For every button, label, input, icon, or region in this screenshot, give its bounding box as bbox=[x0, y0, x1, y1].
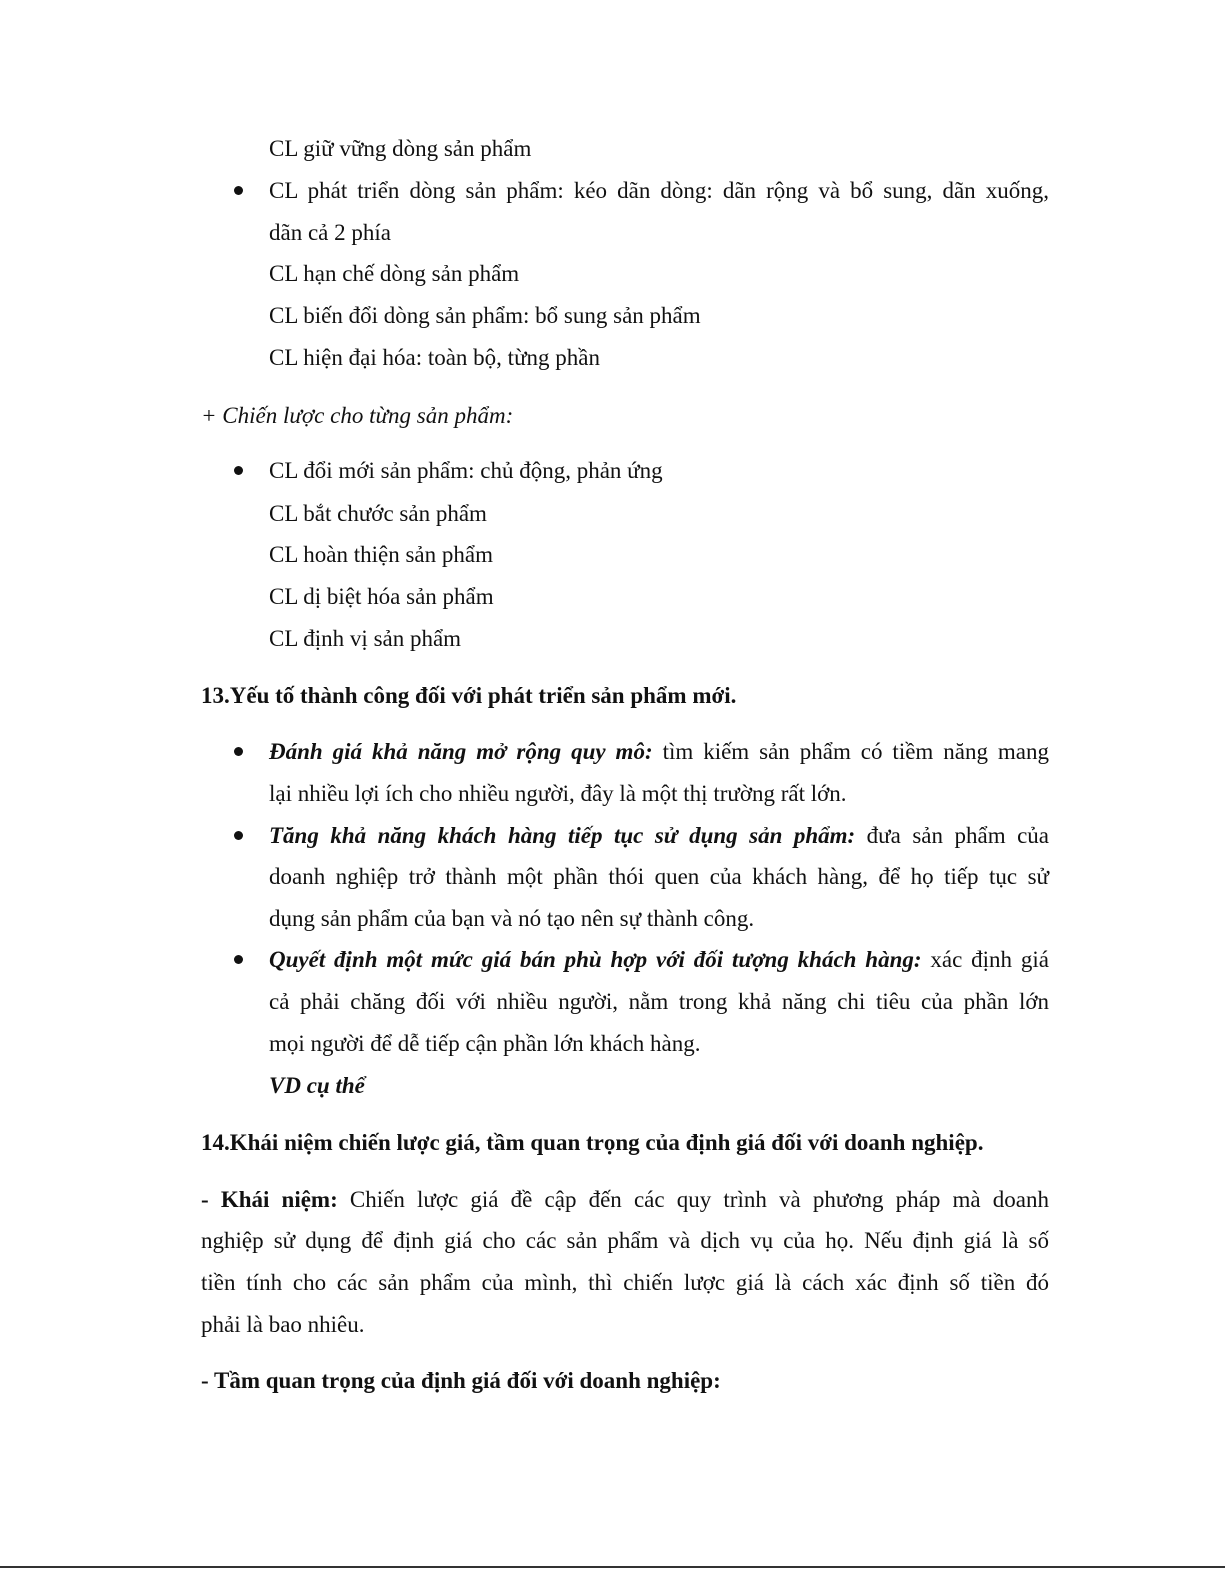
strategy-differentiate: CL dị biệt hóa sản phẩm bbox=[269, 584, 494, 609]
concept-line2: nghiệp sử dụng để định giá cho các sản phẩm và dịch vụ của họ. Nếu định giá là số bbox=[201, 1228, 1049, 1253]
item3-text: xác định giá bbox=[921, 947, 1049, 972]
item2-line1 bbox=[269, 821, 1049, 851]
strategy-position: CL định vị sản phẩm bbox=[269, 626, 462, 651]
bullet-icon bbox=[234, 466, 243, 475]
item2-text: đưa sản phẩm của bbox=[855, 823, 1049, 848]
per-product-heading: + Chiến lược cho từng sản phẩm: bbox=[201, 403, 514, 428]
item2-label: Tăng khả năng khách hàng tiếp tục sử dụng sản phẩm: bbox=[269, 823, 856, 848]
strategy-limit: CL hạn chế dòng sản phẩm bbox=[269, 261, 520, 286]
section-14-title: 14.Khái niệm chiến lược giá, tầm quan trọng của định giá đối với doanh nghiệp. bbox=[201, 1130, 984, 1155]
item1-line2: lại nhiều lợi ích cho nhiều người, đây là một thị trường rất lớn. bbox=[269, 781, 847, 806]
item2-line3: dụng sản phẩm của bạn và nó tạo nên sự thành công. bbox=[269, 906, 755, 931]
strategy-transform: CL biến đổi dòng sản phẩm: bổ sung sản phẩm bbox=[269, 303, 701, 328]
strategy-innovate: CL đổi mới sản phẩm: chủ động, phản ứng bbox=[269, 458, 663, 483]
bullet-icon bbox=[234, 186, 243, 195]
item2-line2: doanh nghiệp trở thành một phần thói quen của khách hàng, để họ tiếp tục sử bbox=[269, 864, 1049, 889]
strategy-develop-line1: CL phát triển dòng sản phẩm: kéo dãn dòng: dãn rộng và bổ sung, dãn xuống, bbox=[269, 178, 1049, 203]
item1-label: Đánh giá khả năng mở rộng quy mô: bbox=[269, 739, 653, 764]
item3-label: Quyết định một mức giá bán phù hợp với đối tượng khách hàng: bbox=[269, 947, 922, 972]
item3-line3: mọi người để dễ tiếp cận phần lớn khách hàng. bbox=[269, 1031, 701, 1056]
strategy-develop-line2: dãn cả 2 phía bbox=[269, 220, 391, 245]
item1-line1 bbox=[269, 737, 1049, 767]
page-bottom-divider bbox=[0, 1566, 1225, 1568]
bullet-icon bbox=[234, 747, 243, 756]
strategy-perfect: CL hoàn thiện sản phẩm bbox=[269, 542, 493, 567]
concept-label: - Khái niệm: bbox=[201, 1187, 338, 1212]
item3-line1 bbox=[269, 945, 1049, 975]
item1-text: tìm kiếm sản phẩm có tiềm năng mang bbox=[652, 739, 1050, 764]
concept-line4: phải là bao nhiêu. bbox=[201, 1312, 365, 1337]
section-13-title: 13.Yếu tố thành công đối với phát triển sản phẩm mới. bbox=[201, 683, 737, 708]
concept-line1 bbox=[201, 1185, 1049, 1215]
item3-line2: cả phải chăng đối với nhiều người, nằm trong khả năng chi tiêu của phần lớn bbox=[269, 989, 1049, 1014]
concept-line3: tiền tính cho các sản phẩm của mình, thì chiến lược giá là cách xác định số tiền đó bbox=[201, 1270, 1049, 1295]
bullet-icon bbox=[234, 955, 243, 964]
strategy-imitate: CL bắt chước sản phẩm bbox=[269, 501, 487, 526]
strategy-maintain: CL giữ vững dòng sản phẩm bbox=[269, 136, 532, 161]
example-label: VD cụ thể bbox=[269, 1073, 365, 1098]
bullet-icon bbox=[234, 831, 243, 840]
importance-heading: - Tầm quan trọng của định giá đối với doanh nghiệp: bbox=[201, 1368, 721, 1393]
concept-text: Chiến lược giá đề cập đến các quy trình và phương pháp mà doanh bbox=[337, 1187, 1049, 1212]
strategy-modernize: CL hiện đại hóa: toàn bộ, từng phần bbox=[269, 345, 600, 370]
